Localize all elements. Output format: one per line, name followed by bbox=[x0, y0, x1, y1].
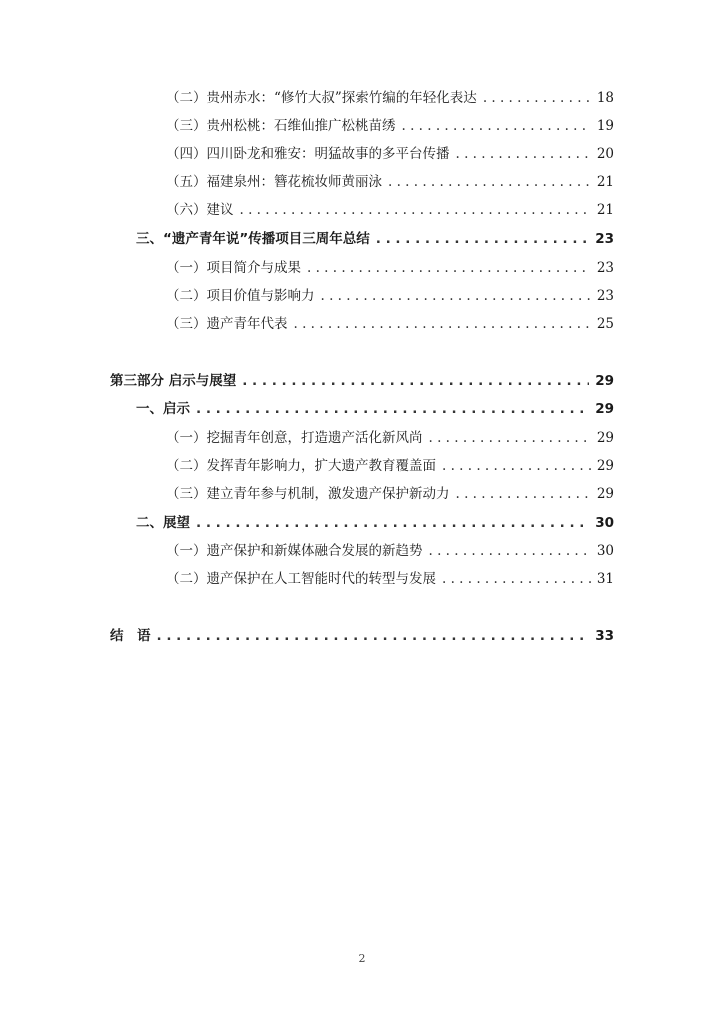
toc-entry-title: 三、“遗产青年说”传播项目三周年总结 bbox=[136, 231, 370, 247]
toc-entry-page: 31 bbox=[596, 571, 614, 587]
toc-entry-title: （六）建议 bbox=[166, 202, 234, 218]
toc-entry[interactable] bbox=[166, 569, 614, 589]
toc-entry-page: 23 bbox=[596, 288, 614, 304]
toc-entry-page: 33 bbox=[595, 628, 614, 644]
toc-entry[interactable] bbox=[166, 456, 614, 476]
toc-leader-dots bbox=[402, 116, 591, 136]
toc-leader-dots bbox=[196, 513, 589, 533]
toc-entry-title: （二）发挥青年影响力，扩大遗产教育覆盖面 bbox=[166, 458, 436, 474]
toc-entry-title: 第三部分 启示与展望 bbox=[110, 373, 237, 389]
toc-leader-dots bbox=[429, 541, 591, 561]
toc-entry-page: 29 bbox=[596, 458, 614, 474]
toc-entry[interactable] bbox=[166, 286, 614, 306]
toc-entry-title: （一）挖掘青年创意，打造遗产活化新风尚 bbox=[166, 430, 423, 446]
toc-entry-page: 29 bbox=[596, 486, 614, 502]
toc-leader-dots bbox=[157, 626, 590, 646]
toc-entry[interactable] bbox=[166, 314, 614, 334]
toc-entry[interactable] bbox=[166, 200, 614, 220]
toc-entry-title: 二、展望 bbox=[136, 515, 190, 531]
toc-entry-page: 25 bbox=[596, 316, 614, 332]
toc-leader-dots bbox=[294, 314, 591, 334]
toc-entry-title: 结 语 bbox=[110, 628, 151, 644]
toc-entry-page: 23 bbox=[596, 260, 614, 276]
toc-section-entry[interactable] bbox=[136, 399, 614, 419]
toc-entry[interactable] bbox=[166, 88, 614, 108]
toc-entry-page: 18 bbox=[596, 90, 614, 106]
toc-entry[interactable] bbox=[166, 144, 614, 164]
toc-leader-dots bbox=[240, 200, 591, 220]
toc-entry-title: （二）贵州赤水：“修竹大叔”探索竹编的年轻化表达 bbox=[166, 90, 477, 106]
toc-section-entry[interactable] bbox=[136, 229, 614, 249]
toc-entry-title: 一、启示 bbox=[136, 401, 190, 417]
page-number: 2 bbox=[358, 952, 366, 965]
toc-entry-page: 29 bbox=[596, 430, 614, 446]
toc-entry-page: 20 bbox=[596, 146, 614, 162]
toc-entry-page: 23 bbox=[595, 231, 614, 247]
toc-entry[interactable] bbox=[166, 258, 614, 278]
toc-section-entry[interactable] bbox=[136, 513, 614, 533]
toc-entry-page: 21 bbox=[596, 174, 614, 190]
toc-part-entry[interactable] bbox=[110, 626, 614, 646]
toc-entry-title: （二）项目价值与影响力 bbox=[166, 288, 315, 304]
toc-entry-title: （一）项目简介与成果 bbox=[166, 260, 301, 276]
toc-leader-dots bbox=[429, 428, 591, 448]
toc-leader-dots bbox=[456, 484, 591, 504]
toc-leader-dots bbox=[307, 258, 591, 278]
toc-entry-page: 30 bbox=[595, 515, 614, 531]
toc-entry-page: 19 bbox=[596, 118, 614, 134]
toc-leader-dots bbox=[483, 88, 591, 108]
toc-entry-title: （四）四川卧龙和雅安：明猛故事的多平台传播 bbox=[166, 146, 450, 162]
toc-entry[interactable] bbox=[166, 541, 614, 561]
toc-entry[interactable] bbox=[166, 116, 614, 136]
toc-leader-dots bbox=[442, 456, 591, 476]
toc-entry-page: 29 bbox=[595, 373, 614, 389]
toc-leader-dots bbox=[388, 172, 591, 192]
toc-entry[interactable] bbox=[166, 172, 614, 192]
toc-entry[interactable] bbox=[166, 484, 614, 504]
toc-entry-page: 30 bbox=[596, 543, 614, 559]
toc-entry-title: （二）遗产保护在人工智能时代的转型与发展 bbox=[166, 571, 436, 587]
toc-entry-title: （一）遗产保护和新媒体融合发展的新趋势 bbox=[166, 543, 423, 559]
toc-part-entry[interactable] bbox=[110, 371, 614, 391]
toc-entry-title: （三）遗产青年代表 bbox=[166, 316, 288, 332]
toc-entry-title: （三）贵州松桃：石维仙推广松桃苗绣 bbox=[166, 118, 396, 134]
toc-entry-page: 21 bbox=[596, 202, 614, 218]
toc-leader-dots bbox=[196, 399, 589, 419]
toc-entry[interactable] bbox=[166, 428, 614, 448]
toc-leader-dots bbox=[442, 569, 591, 589]
toc-entry-title: （三）建立青年参与机制，激发遗产保护新动力 bbox=[166, 486, 450, 502]
toc-leader-dots bbox=[456, 144, 591, 164]
toc-entry-title: （五）福建泉州：簪花梳妆师黄丽泳 bbox=[166, 174, 382, 190]
toc-entry-page: 29 bbox=[595, 401, 614, 417]
toc-leader-dots bbox=[321, 286, 591, 306]
toc-leader-dots bbox=[242, 371, 589, 391]
toc-leader-dots bbox=[376, 229, 589, 249]
